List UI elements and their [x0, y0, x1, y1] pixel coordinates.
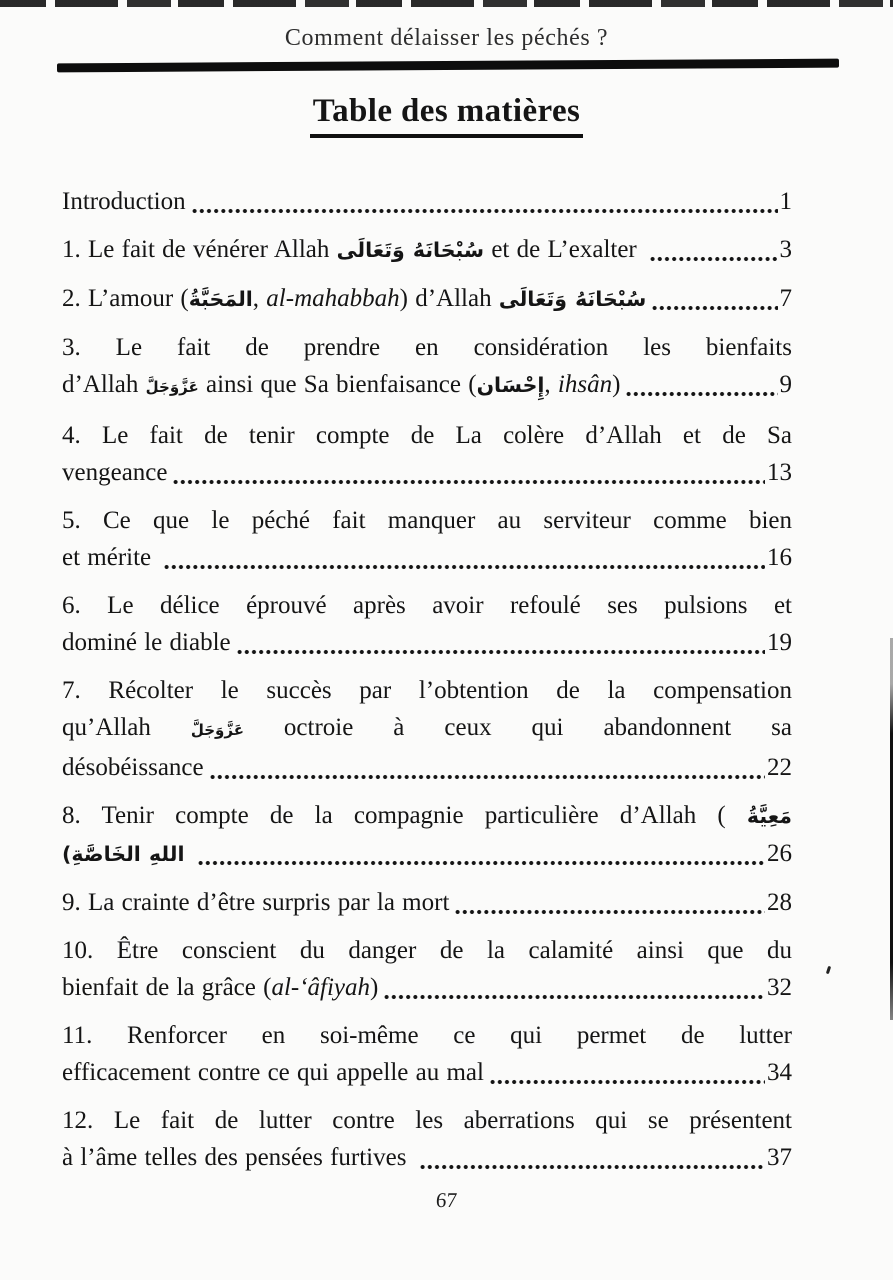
toc-entry-line	[62, 183, 792, 220]
entry-text: ,	[544, 371, 558, 398]
entry-text: désobéissance	[62, 754, 204, 781]
toc-page-number: 34	[767, 1059, 792, 1086]
dot-leader	[191, 183, 778, 220]
transliteration-text: al-mahabbah	[266, 285, 400, 312]
entry-text: 7. Récolter le succès par l’obtention de la compensation	[62, 677, 792, 704]
entry-text: 9. La crainte d’être surpris par la mort	[62, 889, 450, 916]
toc-entry-line	[62, 502, 792, 539]
arabic-text: اللهِ الخَاصَّةِ)	[62, 842, 185, 866]
toc-entry-line	[62, 454, 792, 491]
toc-page-number: 26	[767, 840, 792, 867]
entry-text: à l’âme telles des pensées furtives	[62, 1144, 414, 1171]
page-number: 67	[435, 1188, 458, 1212]
arabic-text: مَعِيَّةُ	[746, 804, 792, 828]
toc-page-number: 13	[767, 459, 792, 486]
toc-entry-item-11	[62, 1017, 792, 1091]
toc-entry-line	[62, 1054, 792, 1091]
entry-text: ,	[252, 285, 267, 312]
dot-leader	[489, 1054, 765, 1091]
toc-entry-line	[62, 672, 792, 709]
toc-entry-introduction	[62, 183, 792, 220]
entry-text: 4. Le fait de tenir compte de La colère d’Allah et de Sa	[62, 422, 792, 449]
entry-text: 1. Le fait de vénérer Allah	[62, 236, 337, 263]
entry-text: d’Allah	[62, 371, 146, 398]
header-rule	[57, 59, 839, 73]
scan-edge-artifact-top	[0, 0, 893, 7]
entry-text: vengeance	[62, 459, 168, 486]
dot-leader	[454, 884, 765, 921]
toc-page-number: 19	[767, 629, 792, 656]
page-title: Table des matières	[310, 93, 584, 138]
toc-entry-line	[62, 1017, 792, 1054]
dot-leader	[651, 280, 777, 318]
toc-page-number: 28	[767, 889, 792, 916]
toc-page-number: 3	[779, 236, 792, 263]
toc-entry-line	[62, 280, 792, 318]
entry-text: 5. Ce que le péché fait manquer au serviteur comme bien	[62, 507, 792, 534]
toc-entry-item-4	[62, 417, 792, 491]
toc-page-number: 32	[767, 974, 792, 1001]
entry-text: ainsi que Sa bienfaisance (	[198, 371, 477, 398]
table-of-contents	[62, 183, 792, 1176]
arabic-text: سُبْحَانَهُ وَتَعَالَى	[336, 238, 485, 262]
transliteration-text: al-‘âfiyah	[271, 974, 371, 1001]
toc-entry-item-10	[62, 932, 792, 1006]
toc-entry-item-6	[62, 587, 792, 661]
toc-page-number: 9	[779, 371, 792, 398]
toc-entry-line	[62, 624, 792, 661]
toc-entry-item-3	[62, 329, 792, 406]
dot-leader	[209, 749, 765, 786]
toc-page-number: 1	[779, 188, 792, 215]
toc-entry-line	[62, 1139, 792, 1176]
toc-entry-line	[62, 835, 792, 873]
toc-entry-line	[62, 749, 792, 786]
entry-text: 10. Être conscient du danger de la calamité ainsi que du	[62, 937, 792, 964]
toc-entry-line	[62, 932, 792, 969]
toc-entry-line	[62, 884, 792, 921]
toc-entry-line	[62, 417, 792, 454]
entry-text: efficacement contre ce qui appelle au mal	[62, 1059, 484, 1086]
toc-entry-item-8	[62, 797, 792, 873]
toc-entry-line	[62, 231, 792, 269]
toc-entry-item-1	[62, 231, 792, 269]
entry-text: 11. Renforcer en soi-même ce qui permet de lutter	[62, 1022, 792, 1049]
entry-text	[184, 835, 191, 872]
toc-page-number: 7	[779, 285, 792, 312]
arabic-text: عَزَّوَجَلَّ	[145, 378, 199, 396]
entry-text: et mérite	[62, 544, 159, 571]
toc-entry-item-12	[62, 1102, 792, 1176]
entry-text: dominé le diable	[62, 629, 231, 656]
toc-entry-line	[62, 1102, 792, 1139]
entry-text: 12. Le fait de lutter contre les aberrations qui se présentent	[62, 1107, 792, 1134]
entry-text: qu’Allah	[62, 714, 191, 741]
arabic-text: إِحْسَان	[476, 373, 545, 397]
entry-text: 2. L’amour (	[62, 285, 189, 312]
dot-leader	[236, 624, 765, 661]
arabic-text: سُبْحَانَهُ وَتَعَالَى	[498, 287, 647, 311]
toc-entry-item-7	[62, 672, 792, 786]
entry-text: bienfait de la grâce (	[62, 974, 272, 1001]
toc-entry-line	[62, 329, 792, 366]
title-wrap	[0, 93, 893, 138]
dot-leader	[172, 454, 765, 491]
toc-page-number: 16	[767, 544, 792, 571]
entry-text: 6. Le délice éprouvé après avoir refoulé ses pulsions et	[62, 592, 792, 619]
entry-text: )	[612, 371, 621, 398]
dot-leader	[163, 539, 765, 576]
toc-page-number: 37	[767, 1144, 792, 1171]
entry-text: Introduction	[62, 188, 186, 215]
dot-leader	[197, 835, 765, 873]
dot-leader	[419, 1139, 765, 1176]
running-head: Comment délaisser les péchés ?	[284, 25, 609, 51]
entry-text: ) d’Allah	[399, 285, 499, 312]
toc-entry-item-2	[62, 280, 792, 318]
toc-entry-line	[62, 587, 792, 624]
toc-entry-line	[62, 366, 792, 406]
entry-text: et de L’exalter	[484, 236, 645, 263]
toc-page-number: 22	[767, 754, 792, 781]
toc-entry-item-5	[62, 502, 792, 576]
entry-text: 3. Le fait de prendre en considération les bienfaits	[62, 334, 792, 361]
toc-entry-line	[62, 969, 792, 1006]
entry-text: 8. Tenir compte de la compagnie particulière d’Allah (	[62, 802, 747, 829]
dot-leader	[649, 231, 777, 269]
toc-entry-line	[62, 709, 792, 749]
entry-text: )	[370, 974, 379, 1001]
scan-speck	[826, 966, 831, 975]
entry-text: octroie à ceux qui abandonnent sa	[243, 714, 792, 741]
toc-entry-item-9	[62, 884, 792, 921]
dot-leader	[625, 366, 777, 406]
transliteration-text: ihsân	[557, 371, 613, 398]
dot-leader	[383, 969, 765, 1006]
arabic-text: المَحَبَّةُ	[188, 287, 253, 311]
toc-entry-line	[62, 539, 792, 576]
toc-entry-line	[62, 797, 792, 835]
arabic-text: عَزَّوَجَلَّ	[190, 721, 244, 739]
